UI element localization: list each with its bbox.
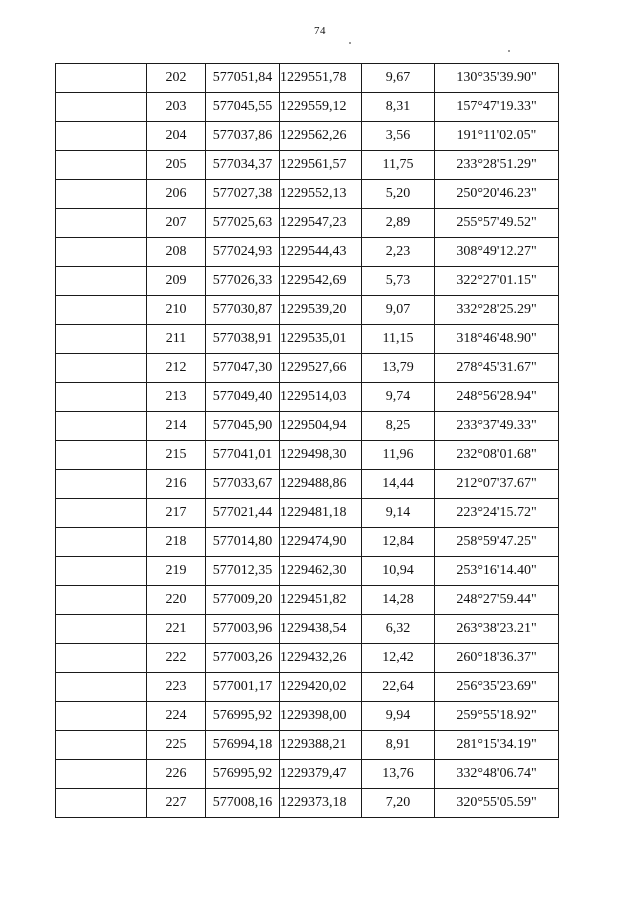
point-number-cell: 214: [147, 412, 206, 441]
direction-angle-cell: 320°55'05.59": [435, 789, 559, 818]
x-coordinate-cell: 577025,63: [206, 209, 280, 238]
segment-length-cell: 12,84: [362, 528, 435, 557]
segment-length-cell: 5,73: [362, 267, 435, 296]
y-coordinate-cell: 1229451,82: [280, 586, 362, 615]
table-row: [56, 644, 559, 673]
point-number-cell: 203: [147, 93, 206, 122]
point-number-cell: 213: [147, 383, 206, 412]
blank-cell: [56, 93, 147, 122]
x-coordinate-cell: 577003,96: [206, 615, 280, 644]
blank-cell: [56, 499, 147, 528]
y-coordinate-cell: 1229559,12: [280, 93, 362, 122]
table-row: [56, 267, 559, 296]
segment-length-cell: 9,67: [362, 64, 435, 93]
direction-angle-cell: 248°56'28.94": [435, 383, 559, 412]
segment-length-cell: 11,96: [362, 441, 435, 470]
direction-angle-cell: 248°27'59.44": [435, 586, 559, 615]
x-coordinate-cell: 577034,37: [206, 151, 280, 180]
point-number-cell: 211: [147, 325, 206, 354]
x-coordinate-cell: 577003,26: [206, 644, 280, 673]
y-coordinate-cell: 1229474,90: [280, 528, 362, 557]
x-coordinate-cell: 577030,87: [206, 296, 280, 325]
segment-length-cell: 11,75: [362, 151, 435, 180]
blank-cell: [56, 528, 147, 557]
table-row: [56, 122, 559, 151]
blank-cell: [56, 122, 147, 151]
direction-angle-cell: 191°11'02.05": [435, 122, 559, 151]
coordinates-table-body: [56, 64, 559, 818]
table-row: [56, 615, 559, 644]
x-coordinate-cell: 577009,20: [206, 586, 280, 615]
segment-length-cell: 2,89: [362, 209, 435, 238]
y-coordinate-cell: 1229552,13: [280, 180, 362, 209]
blank-cell: [56, 441, 147, 470]
blank-cell: [56, 180, 147, 209]
table-row: [56, 586, 559, 615]
x-coordinate-cell: 577051,84: [206, 64, 280, 93]
direction-angle-cell: 212°07'37.67": [435, 470, 559, 499]
y-coordinate-cell: 1229547,23: [280, 209, 362, 238]
segment-length-cell: 3,56: [362, 122, 435, 151]
blank-cell: [56, 238, 147, 267]
y-coordinate-cell: 1229539,20: [280, 296, 362, 325]
blank-cell: [56, 209, 147, 238]
x-coordinate-cell: 577026,33: [206, 267, 280, 296]
segment-length-cell: 11,15: [362, 325, 435, 354]
point-number-cell: 219: [147, 557, 206, 586]
y-coordinate-cell: 1229379,47: [280, 760, 362, 789]
segment-length-cell: 10,94: [362, 557, 435, 586]
scan-speck: [508, 50, 510, 52]
segment-length-cell: 9,14: [362, 499, 435, 528]
table-row: [56, 528, 559, 557]
segment-length-cell: 14,44: [362, 470, 435, 499]
x-coordinate-cell: 577049,40: [206, 383, 280, 412]
point-number-cell: 225: [147, 731, 206, 760]
table-row: [56, 354, 559, 383]
x-coordinate-cell: 577037,86: [206, 122, 280, 151]
point-number-cell: 220: [147, 586, 206, 615]
segment-length-cell: 9,94: [362, 702, 435, 731]
table-row: [56, 151, 559, 180]
x-coordinate-cell: 576995,92: [206, 702, 280, 731]
point-number-cell: 227: [147, 789, 206, 818]
table-row: [56, 441, 559, 470]
table-row: [56, 209, 559, 238]
direction-angle-cell: 322°27'01.15": [435, 267, 559, 296]
page-number: 74: [314, 25, 326, 37]
table-row: [56, 325, 559, 354]
x-coordinate-cell: 577021,44: [206, 499, 280, 528]
table-row: [56, 499, 559, 528]
point-number-cell: 217: [147, 499, 206, 528]
direction-angle-cell: 281°15'34.19": [435, 731, 559, 760]
table-row: [56, 789, 559, 818]
point-number-cell: 208: [147, 238, 206, 267]
point-number-cell: 221: [147, 615, 206, 644]
blank-cell: [56, 470, 147, 499]
direction-angle-cell: 332°48'06.74": [435, 760, 559, 789]
y-coordinate-cell: 1229562,26: [280, 122, 362, 151]
segment-length-cell: 14,28: [362, 586, 435, 615]
table-row: [56, 93, 559, 122]
blank-cell: [56, 64, 147, 93]
point-number-cell: 202: [147, 64, 206, 93]
direction-angle-cell: 130°35'39.90": [435, 64, 559, 93]
point-number-cell: 207: [147, 209, 206, 238]
y-coordinate-cell: 1229373,18: [280, 789, 362, 818]
y-coordinate-cell: 1229542,69: [280, 267, 362, 296]
y-coordinate-cell: 1229481,18: [280, 499, 362, 528]
direction-angle-cell: 318°46'48.90": [435, 325, 559, 354]
direction-angle-cell: 256°35'23.69": [435, 673, 559, 702]
table-row: [56, 731, 559, 760]
coordinates-table: [55, 63, 559, 818]
x-coordinate-cell: 577045,90: [206, 412, 280, 441]
segment-length-cell: 12,42: [362, 644, 435, 673]
x-coordinate-cell: 577001,17: [206, 673, 280, 702]
y-coordinate-cell: 1229420,02: [280, 673, 362, 702]
blank-cell: [56, 151, 147, 180]
blank-cell: [56, 383, 147, 412]
direction-angle-cell: 259°55'18.92": [435, 702, 559, 731]
x-coordinate-cell: 577012,35: [206, 557, 280, 586]
y-coordinate-cell: 1229514,03: [280, 383, 362, 412]
table-row: [56, 383, 559, 412]
blank-cell: [56, 267, 147, 296]
blank-cell: [56, 644, 147, 673]
blank-cell: [56, 296, 147, 325]
point-number-cell: 222: [147, 644, 206, 673]
x-coordinate-cell: 577014,80: [206, 528, 280, 557]
y-coordinate-cell: 1229398,00: [280, 702, 362, 731]
x-coordinate-cell: 577033,67: [206, 470, 280, 499]
segment-length-cell: 13,76: [362, 760, 435, 789]
point-number-cell: 205: [147, 151, 206, 180]
y-coordinate-cell: 1229527,66: [280, 354, 362, 383]
x-coordinate-cell: 577041,01: [206, 441, 280, 470]
blank-cell: [56, 731, 147, 760]
point-number-cell: 224: [147, 702, 206, 731]
point-number-cell: 212: [147, 354, 206, 383]
x-coordinate-cell: 577027,38: [206, 180, 280, 209]
table-row: [56, 64, 559, 93]
table-row: [56, 180, 559, 209]
direction-angle-cell: 233°37'49.33": [435, 412, 559, 441]
table-row: [56, 702, 559, 731]
y-coordinate-cell: 1229535,01: [280, 325, 362, 354]
segment-length-cell: 5,20: [362, 180, 435, 209]
table-row: [56, 470, 559, 499]
direction-angle-cell: 263°38'23.21": [435, 615, 559, 644]
point-number-cell: 204: [147, 122, 206, 151]
point-number-cell: 226: [147, 760, 206, 789]
blank-cell: [56, 586, 147, 615]
segment-length-cell: 9,07: [362, 296, 435, 325]
blank-cell: [56, 557, 147, 586]
direction-angle-cell: 255°57'49.52": [435, 209, 559, 238]
blank-cell: [56, 354, 147, 383]
point-number-cell: 223: [147, 673, 206, 702]
scan-speck: [349, 42, 351, 44]
blank-cell: [56, 412, 147, 441]
y-coordinate-cell: 1229551,78: [280, 64, 362, 93]
segment-length-cell: 6,32: [362, 615, 435, 644]
y-coordinate-cell: 1229432,26: [280, 644, 362, 673]
table-row: [56, 238, 559, 267]
point-number-cell: 216: [147, 470, 206, 499]
x-coordinate-cell: 577047,30: [206, 354, 280, 383]
y-coordinate-cell: 1229544,43: [280, 238, 362, 267]
segment-length-cell: 9,74: [362, 383, 435, 412]
x-coordinate-cell: 577038,91: [206, 325, 280, 354]
blank-cell: [56, 789, 147, 818]
segment-length-cell: 2,23: [362, 238, 435, 267]
blank-cell: [56, 615, 147, 644]
table-row: [56, 557, 559, 586]
point-number-cell: 218: [147, 528, 206, 557]
direction-angle-cell: 232°08'01.68": [435, 441, 559, 470]
direction-angle-cell: 260°18'36.37": [435, 644, 559, 673]
direction-angle-cell: 233°28'51.29": [435, 151, 559, 180]
y-coordinate-cell: 1229388,21: [280, 731, 362, 760]
segment-length-cell: 7,20: [362, 789, 435, 818]
blank-cell: [56, 760, 147, 789]
y-coordinate-cell: 1229438,54: [280, 615, 362, 644]
direction-angle-cell: 258°59'47.25": [435, 528, 559, 557]
blank-cell: [56, 673, 147, 702]
y-coordinate-cell: 1229488,86: [280, 470, 362, 499]
point-number-cell: 206: [147, 180, 206, 209]
y-coordinate-cell: 1229498,30: [280, 441, 362, 470]
table-row: [56, 673, 559, 702]
table-row: [56, 296, 559, 325]
segment-length-cell: 8,31: [362, 93, 435, 122]
direction-angle-cell: 253°16'14.40": [435, 557, 559, 586]
direction-angle-cell: 157°47'19.33": [435, 93, 559, 122]
table-row: [56, 412, 559, 441]
x-coordinate-cell: 577024,93: [206, 238, 280, 267]
segment-length-cell: 22,64: [362, 673, 435, 702]
x-coordinate-cell: 577045,55: [206, 93, 280, 122]
point-number-cell: 209: [147, 267, 206, 296]
x-coordinate-cell: 577008,16: [206, 789, 280, 818]
direction-angle-cell: 332°28'25.29": [435, 296, 559, 325]
direction-angle-cell: 278°45'31.67": [435, 354, 559, 383]
segment-length-cell: 13,79: [362, 354, 435, 383]
y-coordinate-cell: 1229462,30: [280, 557, 362, 586]
direction-angle-cell: 250°20'46.23": [435, 180, 559, 209]
y-coordinate-cell: 1229504,94: [280, 412, 362, 441]
table-row: [56, 760, 559, 789]
segment-length-cell: 8,91: [362, 731, 435, 760]
point-number-cell: 215: [147, 441, 206, 470]
blank-cell: [56, 325, 147, 354]
segment-length-cell: 8,25: [362, 412, 435, 441]
direction-angle-cell: 223°24'15.72": [435, 499, 559, 528]
y-coordinate-cell: 1229561,57: [280, 151, 362, 180]
point-number-cell: 210: [147, 296, 206, 325]
direction-angle-cell: 308°49'12.27": [435, 238, 559, 267]
blank-cell: [56, 702, 147, 731]
x-coordinate-cell: 576995,92: [206, 760, 280, 789]
x-coordinate-cell: 576994,18: [206, 731, 280, 760]
